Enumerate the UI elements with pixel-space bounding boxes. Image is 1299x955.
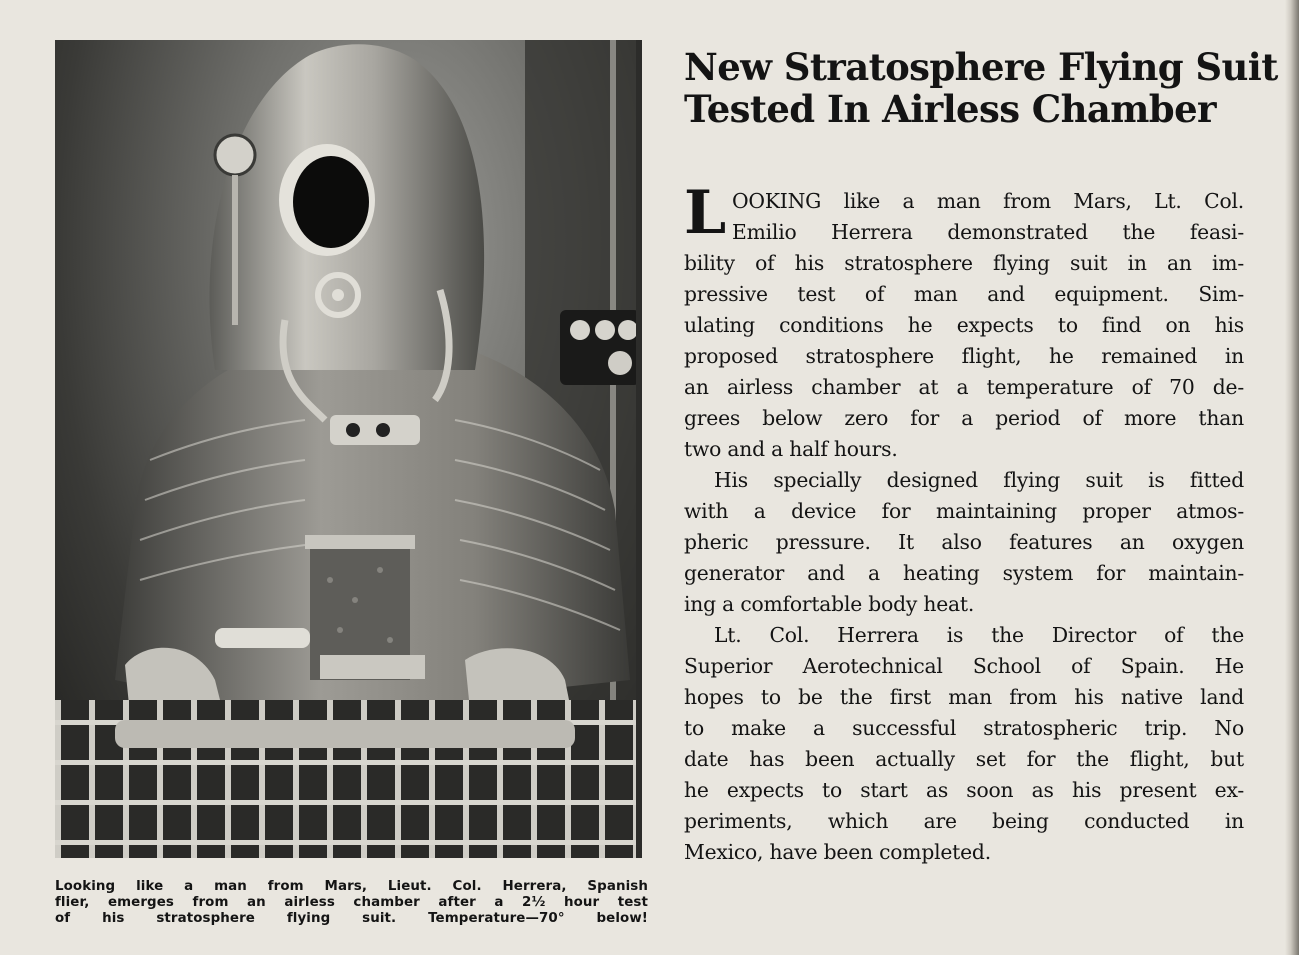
text-line: periments, which are being conducted in: [684, 809, 1244, 833]
text-line: ing a comfortable body heat.: [684, 592, 975, 616]
text-line: OOKING like a man from Mars, Lt. Col.: [732, 189, 1244, 213]
text-line: hopes to be the first man from his native land: [684, 685, 1244, 709]
text-line: generator and a heating system for maintain-: [684, 561, 1244, 585]
page-edge: [1285, 0, 1299, 955]
text-line: Lt. Col. Herrera is the Director of the: [714, 623, 1244, 647]
text-line: he expects to start as soon as his present ex-: [684, 778, 1244, 802]
paragraph-3: [684, 620, 1244, 868]
text-line: Emilio Herrera demonstrated the feasi-: [732, 220, 1244, 244]
caption-line: Looking like a man from Mars, Lieut. Col. Herrera, Spanish: [55, 879, 648, 894]
text-line: grees below zero for a period of more than: [684, 406, 1244, 430]
text-line: to make a successful stratospheric trip. No: [684, 716, 1244, 740]
photo-caption: [55, 879, 648, 927]
text-line: pressive test of man and equipment. Sim-: [684, 282, 1244, 306]
article-body: [684, 178, 1244, 868]
article-headline: [684, 45, 1278, 131]
drop-cap: L: [684, 178, 726, 248]
photo-illustration: [55, 40, 636, 858]
text-line: proposed stratosphere flight, he remained in: [684, 344, 1244, 368]
text-line: His specially designed flying suit is fitted: [714, 468, 1244, 492]
text-line: Superior Aerotechnical School of Spain. He: [684, 654, 1244, 678]
headline-line: New Stratosphere Flying Suit: [684, 45, 1278, 89]
photo-stratosphere-suit: [55, 40, 642, 858]
caption-line: of his stratosphere flying suit. Temperature—70° below!: [55, 911, 648, 926]
text-line: Mexico, have been completed.: [684, 840, 991, 864]
headline-line: Tested In Airless Chamber: [684, 87, 1216, 131]
text-line: two and a half hours.: [684, 437, 898, 461]
text-line: ulating conditions he expects to find on his: [684, 313, 1244, 337]
text-line: date has been actually set for the flight, but: [684, 747, 1244, 771]
text-line: with a device for maintaining proper atmos-: [684, 499, 1244, 523]
paragraph-2: [684, 465, 1244, 620]
text-line: bility of his stratosphere flying suit in an im-: [684, 251, 1244, 275]
text-line: pheric pressure. It also features an oxygen: [684, 530, 1244, 554]
caption-line: flier, emerges from an airless chamber after a 2½ hour test: [55, 895, 648, 910]
text-line: an airless chamber at a temperature of 70 de-: [684, 375, 1244, 399]
paragraph-1: [684, 178, 1244, 465]
